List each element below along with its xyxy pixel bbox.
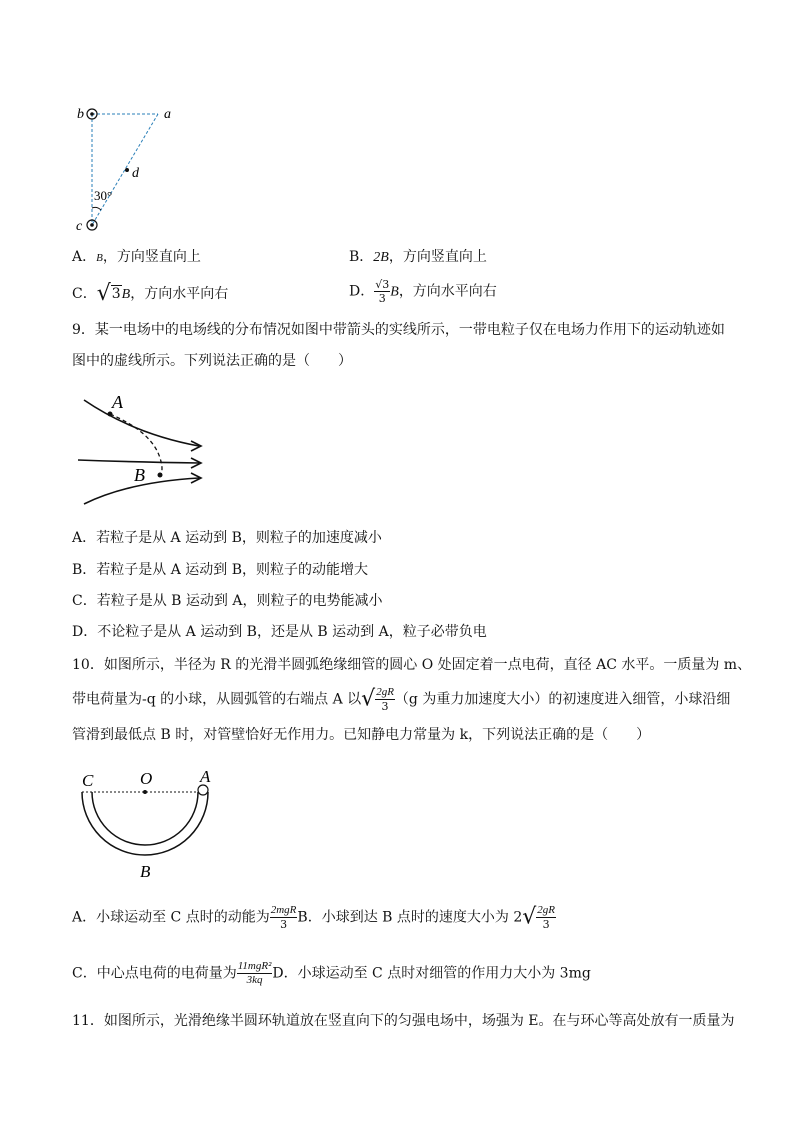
label-d: d	[132, 166, 139, 181]
q9-stem-line2: 图中的虚线所示。下列说法正确的是（ ）	[72, 353, 352, 369]
label-c: c	[76, 219, 83, 234]
q8-option-a: A．B，方向竖直向上	[72, 249, 201, 265]
q10-options-cd: C．中心点电荷的电荷量为 $\frac{\text{11mgR²}}{3kq}$ D．小球运动至 C 点时对细管的作用力大小为 3mg	[72, 960, 591, 986]
q9-option-d: D．不论粒子是从 A 运动到 B，还是从 B 运动到 A，粒子必带负电	[72, 624, 487, 640]
q8-figure	[70, 100, 190, 240]
tube-inner	[92, 792, 198, 845]
q9-figure	[74, 386, 214, 506]
q10-stem-line3: 管滑到最低点 B 时，对管壁恰好无作用力。已知静电力常量为 k，下列说法正确的是（ ）	[72, 727, 651, 743]
field-line-top	[84, 400, 199, 446]
q9-option-c: C．若粒子是从 B 运动到 A，则粒子的电势能减小	[72, 593, 383, 609]
label-A: A	[200, 767, 211, 786]
angle-arc	[92, 207, 101, 210]
q9-stem-line1: 9．某一电场中的电场线的分布情况如图中带箭头的实线所示，一带电粒子仅在电场力作用下的运动轨迹如	[72, 322, 725, 338]
center-O	[143, 790, 147, 794]
label-B: B	[140, 862, 151, 881]
q10-stem-line2: 带电荷量为-q 的小球，从圆弧管的右端点 A 以√ $\frac{2gR}{3}$ （g 为重力加速度大小）的初速度进入细管，小球沿细	[72, 686, 731, 713]
q10-options-ab: A．小球运动至 C 点时的动能为 $\frac{\text{2mgR}}{3}$ B．小球到达 B 点时的速度大小为 2√ $\frac{2gR}{3}$	[72, 904, 556, 931]
dashed-line-ac	[92, 114, 158, 225]
q9-option-a: A．若粒子是从 A 运动到 B，则粒子的加速度减小	[72, 530, 382, 546]
q10-figure	[74, 764, 224, 884]
label-B: B	[134, 465, 145, 485]
point-A	[108, 412, 113, 417]
q8-option-b: B．2B，方向竖直向上	[349, 249, 487, 265]
q10-stem-line1: 10．如图所示，半径为 R 的光滑半圆弧绝缘细管的圆心 O 处固定着一点电荷，直径 AC 水平。一质量为 m、	[72, 657, 752, 673]
label-C: C	[82, 771, 94, 790]
q8-option-d: D． $\frac{√3}{3}$ B，方向水平向右	[349, 278, 497, 305]
field-line-middle	[78, 460, 199, 463]
label-O: O	[140, 769, 153, 788]
label-a: a	[164, 107, 171, 122]
label-b: b	[77, 107, 84, 122]
q9-option-b: B．若粒子是从 A 运动到 B，则粒子的动能增大	[72, 562, 369, 578]
angle-label: 30°	[94, 188, 113, 203]
label-A: A	[112, 392, 123, 412]
q8-option-c: C．√3B，方向水平向右	[72, 281, 229, 306]
q11-stem-line1: 11．如图所示，光滑绝缘半圆环轨道放在竖直向下的匀强电场中，场强为 E。在与环心等高处放有一质量为	[72, 1013, 735, 1029]
point-B	[158, 473, 163, 478]
point-d	[125, 168, 129, 172]
ball-A	[198, 785, 208, 795]
